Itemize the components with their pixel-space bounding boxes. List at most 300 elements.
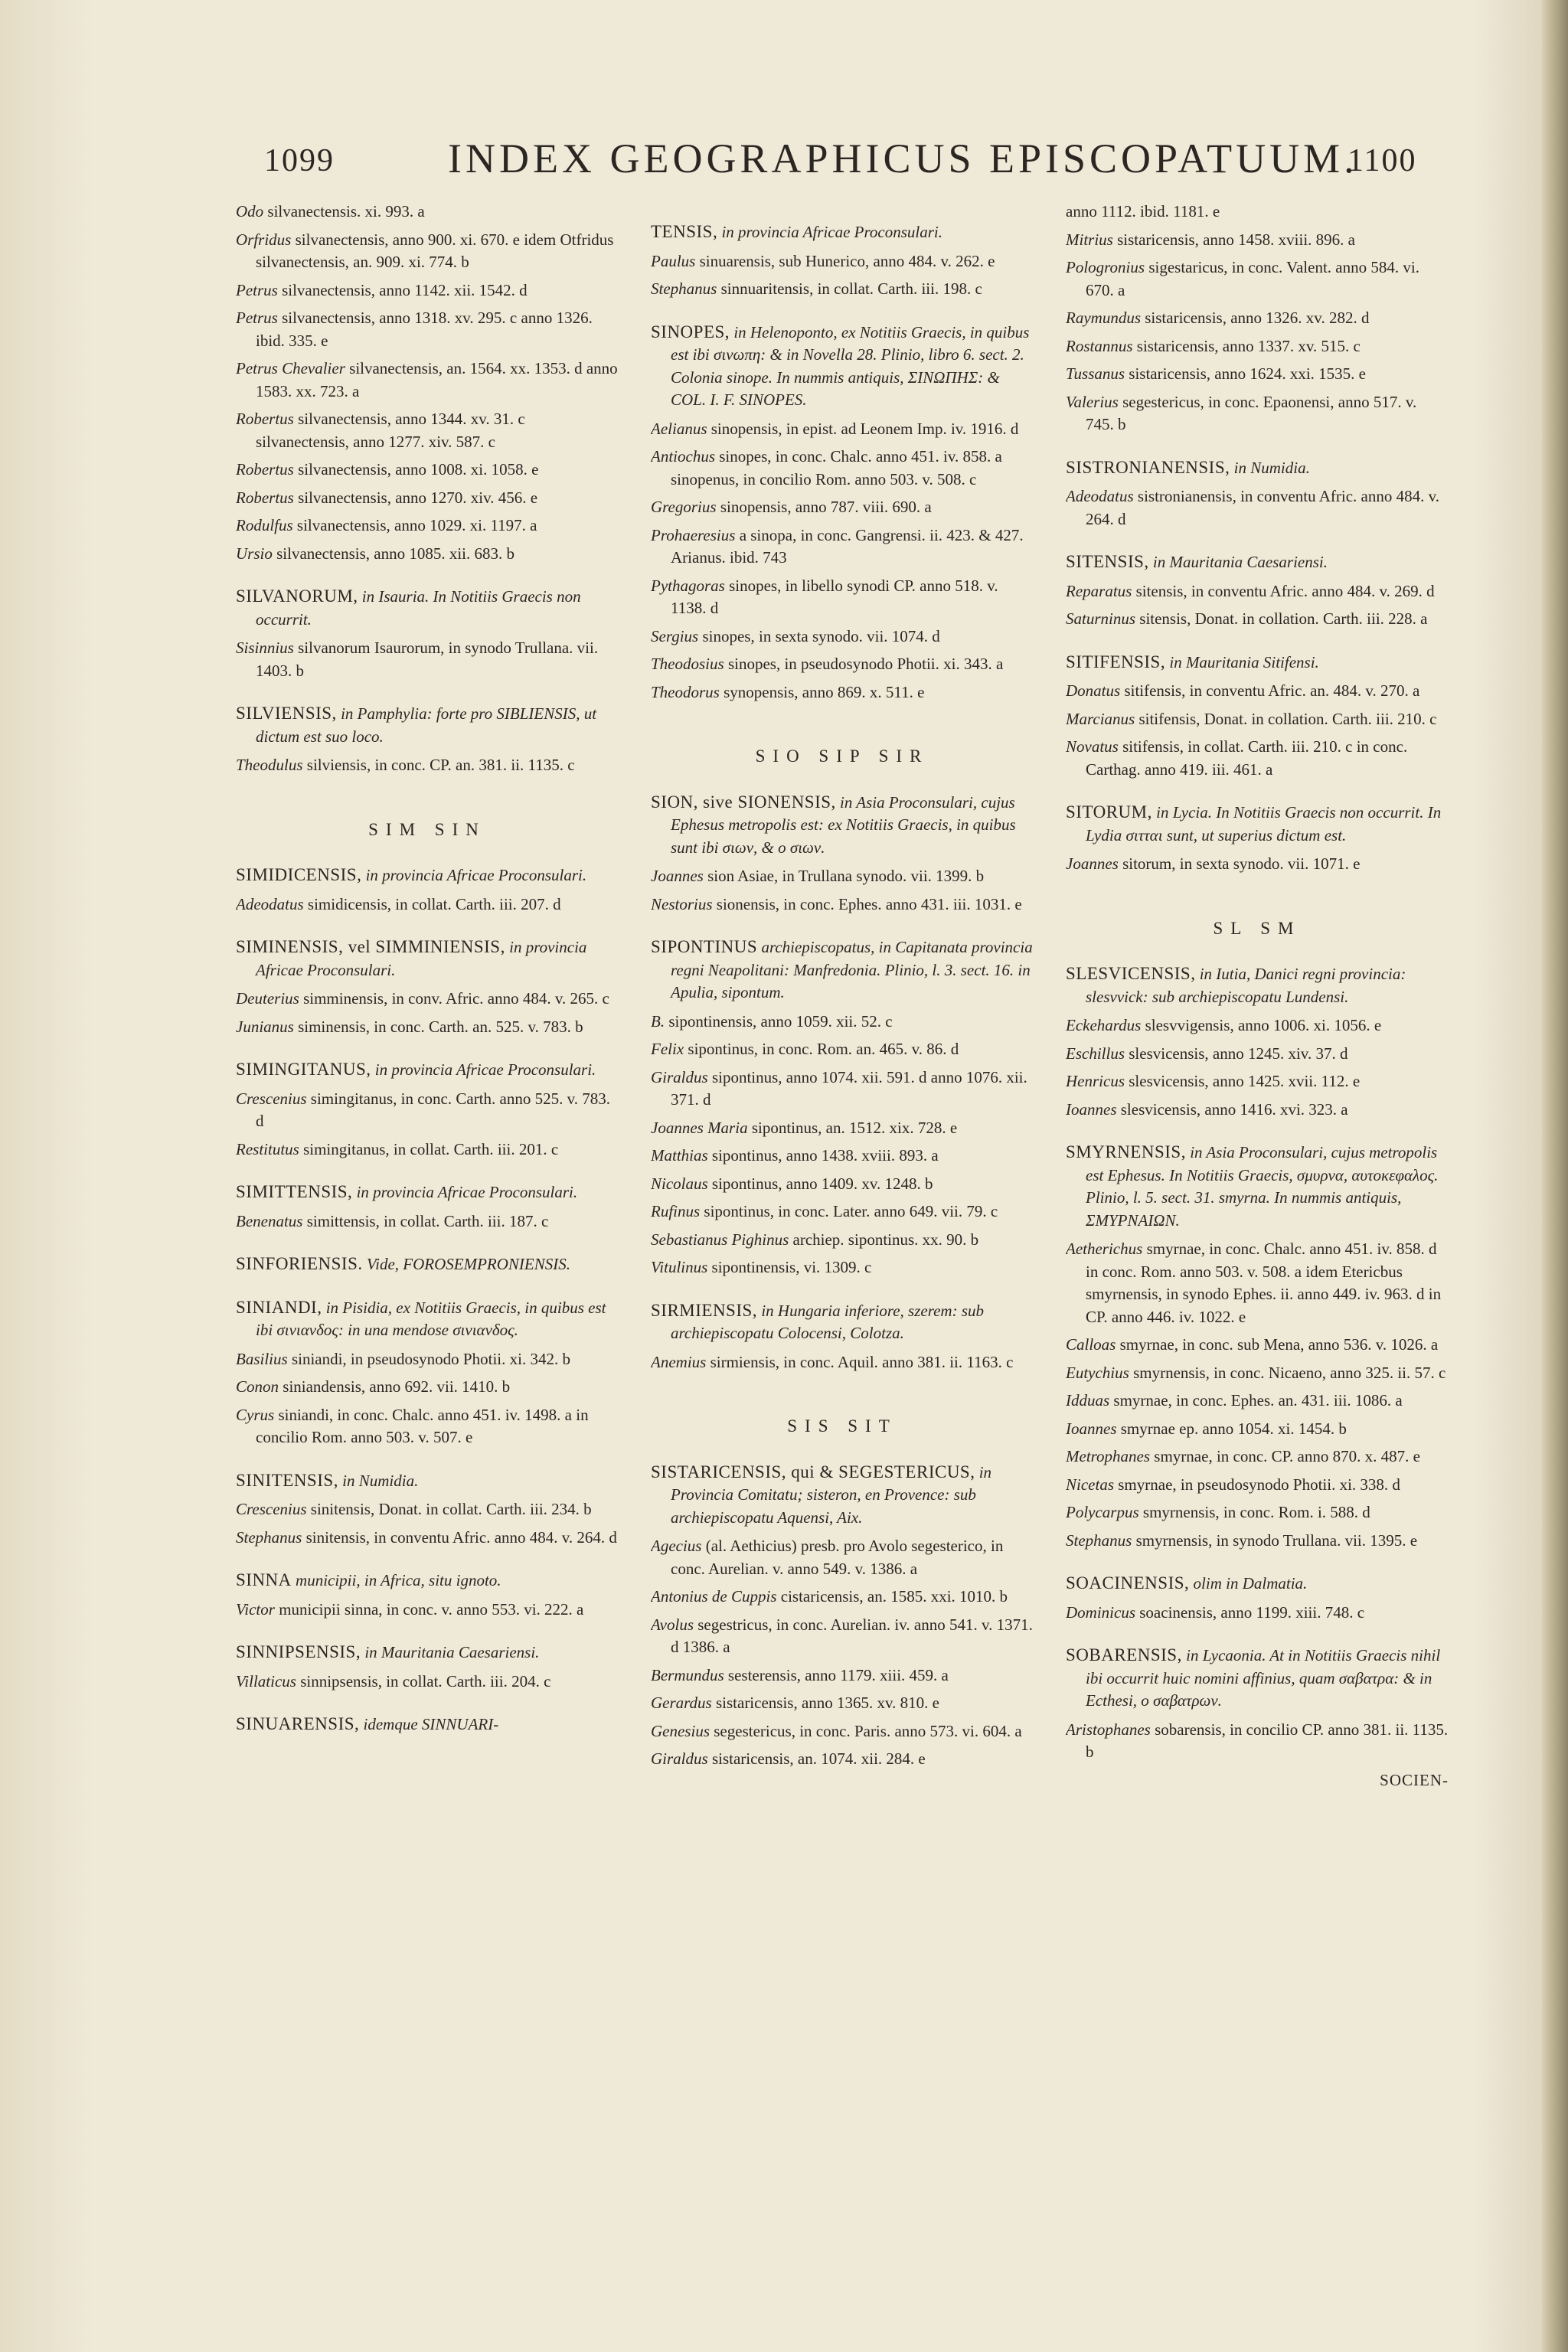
index-entry <box>651 893 1034 916</box>
text-column-middle <box>651 201 1034 2337</box>
entry-reference: sitorum, in sexta synodo. vii. 1071. e <box>1122 854 1361 873</box>
index-entry <box>1066 1043 1449 1066</box>
text-column-right <box>1066 201 1449 2337</box>
entry-reference: simminensis, in conv. Afric. anno 484. v. 265. c <box>303 989 609 1008</box>
see-description: in provincia Africae Proconsulari. <box>721 223 942 241</box>
entry-reference: sipontinus, anno 1438. xviii. 893. a <box>711 1146 939 1165</box>
entry-reference: slesvicensis, anno 1416. xvi. 323. a <box>1120 1099 1348 1119</box>
catchword: SOCIEN- <box>1380 1770 1449 1789</box>
see-name: SIPONTINUS <box>651 937 758 956</box>
see-heading <box>236 1181 619 1204</box>
see-heading <box>1066 456 1449 480</box>
entry-name: Ioannes <box>1066 1419 1117 1438</box>
see-name: SISTARICENSIS, qui & SEGESTERICUS, <box>651 1462 975 1481</box>
see-heading <box>236 1641 619 1664</box>
index-entry <box>236 1498 619 1521</box>
see-name: SITIFENSIS, <box>1066 652 1166 671</box>
entry-reference: synopensis, anno 869. x. 511. e <box>724 682 925 701</box>
index-entry <box>236 1376 619 1399</box>
index-entry <box>651 865 1034 888</box>
index-entry <box>651 575 1034 620</box>
entry-reference: sionensis, in conc. Ephes. anno 431. iii. 1031. e <box>716 894 1022 913</box>
entry-name: Saturninus <box>1066 609 1136 628</box>
entry-name: Joannes <box>1066 854 1119 873</box>
see-heading <box>236 585 619 631</box>
entry-name: Gregorius <box>651 498 717 516</box>
index-entry <box>651 1145 1034 1168</box>
entry-name: Robertus <box>236 488 294 507</box>
see-description: in Asia Proconsulari, cujus Ephesus metropolis est: ex Notitiis Graecis, in quibus sunt ibi σιων, & ο σιων. <box>671 792 1016 857</box>
entry-reference: silvanectensis, anno 1344. xv. 31. c silvanectensis, anno 1277. xiv. 587. c <box>256 410 525 451</box>
index-entry <box>1066 229 1449 252</box>
index-entry <box>1066 256 1449 302</box>
entry-name: Restitutus <box>236 1139 299 1158</box>
index-entry <box>236 408 619 453</box>
index-entry <box>651 1692 1034 1715</box>
index-entry <box>651 1664 1034 1687</box>
entry-reference: silvanectensis, anno 1029. xi. 1197. a <box>296 516 537 534</box>
see-description: in Asia Proconsulari, cujus metropolis est Ephesus. In Notitiis Graecis, σμυρνα, αυτοκεφαλος. Plinio, l. 5. sect. 31. smyrna. In nummis antiquis, ΣΜΥΡΝΑΙΩΝ. <box>1086 1143 1439 1230</box>
index-entry <box>236 637 619 682</box>
entry-reference: sinitensis, in conventu Afric. anno 484. v. 264. d <box>305 1527 617 1547</box>
see-heading <box>1066 962 1449 1008</box>
see-name: SOBARENSIS, <box>1066 1645 1182 1664</box>
entry-name: Victor <box>236 1599 275 1619</box>
see-heading <box>1066 801 1449 847</box>
index-entry <box>236 229 619 274</box>
index-entry <box>1066 1719 1449 1764</box>
entry-name: Antiochus <box>651 447 715 466</box>
entry-reference: smyrnensis, in conc. Rom. i. 588. d <box>1142 1503 1370 1521</box>
see-heading <box>1066 651 1449 675</box>
entry-name: Genesius <box>651 1721 710 1740</box>
entry-reference: simidicensis, in collat. Carth. iii. 207. d <box>307 894 561 913</box>
entry-name: Ioannes <box>1066 1099 1117 1119</box>
entry-name: Adeodatus <box>236 894 304 913</box>
entry-name: Robertus <box>236 410 294 428</box>
entry-name: Marcianus <box>1066 709 1135 728</box>
entry-reference: siminensis, in conc. Carth. an. 525. v. 783. b <box>298 1017 583 1036</box>
entry-name: Rufinus <box>651 1202 701 1220</box>
entry-reference: sobarensis, in concilio CP. anno 381. ii. 1135. b <box>1086 1720 1449 1761</box>
see-description: in Mauritania Sitifensi. <box>1169 652 1319 671</box>
see-heading <box>1066 1644 1449 1713</box>
index-entry <box>1066 485 1449 531</box>
see-description: in Numidia. <box>1233 458 1310 477</box>
left-page-number: 1099 <box>264 143 335 178</box>
index-entry <box>651 1614 1034 1659</box>
see-description: in Mauritania Caesariensi. <box>1152 553 1328 571</box>
entry-name: Theodorus <box>651 682 720 701</box>
entry-reference: smyrnensis, in conc. Nicaeno, anno 325. ii. 57. c <box>1133 1363 1446 1382</box>
entry-name: Odo <box>236 202 264 220</box>
index-entry <box>651 1200 1034 1223</box>
entry-reference: sipontinus, in conc. Later. anno 649. vii. 79. c <box>704 1202 998 1220</box>
index-entry <box>1066 1474 1449 1497</box>
see-heading <box>236 864 619 887</box>
entry-reference: silvanectensis, anno 1008. xi. 1058. e <box>298 460 539 479</box>
index-entry <box>651 1720 1034 1743</box>
entry-name: Cyrus <box>236 1405 275 1424</box>
entry-name: Avolus <box>651 1615 694 1634</box>
index-entry <box>651 626 1034 648</box>
section-divider: SL SM <box>1213 918 1302 938</box>
entry-reference: sistaricensis, an. 1074. xii. 284. e <box>711 1749 926 1768</box>
see-name: SILVANORUM, <box>236 586 358 606</box>
entry-reference: sitifensis, in collat. Carth. iii. 210. c in conc. Carthag. anno 419. iii. 461. a <box>1086 737 1408 779</box>
entry-name: Calloas <box>1066 1335 1116 1354</box>
entry-reference: smyrnae, in pseudosynodo Photii. xi. 338. d <box>1118 1475 1400 1494</box>
entry-name: Donatus <box>1066 681 1121 700</box>
entry-name: Tussanus <box>1066 364 1125 383</box>
index-entry <box>651 1011 1034 1034</box>
index-entry <box>651 1173 1034 1196</box>
entry-name: Metrophanes <box>1066 1447 1151 1465</box>
index-entry <box>651 1351 1034 1374</box>
entry-name: Anemius <box>651 1352 707 1371</box>
index-entry <box>236 1138 619 1161</box>
entry-reference: smyrnae ep. anno 1054. xi. 1454. b <box>1120 1419 1347 1438</box>
see-description: in Hungaria inferiore, szerem: sub archiepiscopatu Colocensi, Colotza. <box>671 1301 984 1342</box>
see-description: archiepiscopatus, in Capitanata provincia regni Neapolitani: Manfredonia. Plinio, l. 3. sect. 16. in Apulia, sipontum. <box>671 938 1033 1001</box>
see-description: in Pisidia, ex Notitiis Graecis, in quibus est ibi σινιανδος: in una mendose σινιανδος. <box>256 1298 606 1339</box>
index-entry <box>236 307 619 352</box>
see-description: in Iutia, Danici regni provincia: slesvvick: sub archiepiscopatu Lundensi. <box>1086 965 1406 1006</box>
index-entry <box>1066 1501 1449 1524</box>
entry-reference: slesvvigensis, anno 1006. xi. 1056. e <box>1145 1016 1382 1034</box>
entry-reference: sinnipsensis, in collat. Carth. iii. 204. c <box>300 1671 551 1690</box>
index-entry <box>651 524 1034 570</box>
index-entry <box>236 1404 619 1449</box>
text-column-left <box>236 201 619 2337</box>
entry-reference: silvanectensis. xi. 993. a <box>267 202 425 220</box>
index-entry <box>651 1748 1034 1771</box>
see-description: idemque SINNUARI- <box>363 1715 499 1733</box>
index-entry <box>236 487 619 510</box>
entry-reference: sitifensis, in conventu Afric. an. 484. v. 270. a <box>1124 681 1420 700</box>
see-name: SIMIDICENSIS, <box>236 865 362 884</box>
entry-name: Nicolaus <box>651 1174 708 1193</box>
entry-reference: sinopes, in sexta synodo. vii. 1074. d <box>702 626 940 645</box>
index-entry <box>236 893 619 916</box>
entry-name: Gerardus <box>651 1694 712 1712</box>
entry-reference: sirmiensis, in conc. Aquil. anno 381. ii. 1163. c <box>710 1352 1014 1371</box>
entry-name: Pologronius <box>1066 258 1145 276</box>
entry-name: Basilius <box>236 1349 288 1368</box>
entry-reference: segestericus, in conc. Epaonensi, anno 517. v. 745. b <box>1086 392 1417 433</box>
entry-name: Petrus Chevalier <box>236 359 345 377</box>
entry-name: Bermundus <box>651 1665 724 1684</box>
see-description: in provincia Africae Proconsulari. <box>365 866 587 884</box>
entry-reference: sipontinus, anno 1409. xv. 1248. b <box>711 1174 933 1193</box>
entry-reference: sistaricensis, anno 1624. xxi. 1535. e <box>1129 364 1367 383</box>
index-entry <box>1066 580 1449 603</box>
entry-reference: sistaricensis, anno 1365. xv. 810. e <box>715 1694 939 1712</box>
index-entry <box>236 1210 619 1233</box>
index-entry <box>651 1067 1034 1112</box>
entry-name: Raymundus <box>1066 309 1141 327</box>
entry-reference: simingitanus, in collat. Carth. iii. 201. c <box>303 1139 559 1158</box>
index-entry <box>651 418 1034 441</box>
index-entry <box>1066 1238 1449 1328</box>
entry-name: Polycarpus <box>1066 1503 1139 1521</box>
index-entry <box>236 1016 619 1039</box>
index-entry <box>1066 680 1449 703</box>
index-entry <box>651 1229 1034 1252</box>
entry-name: Prohaeresius <box>651 525 736 544</box>
index-entry <box>651 1586 1034 1609</box>
entry-name: Joannes <box>651 867 704 885</box>
index-entry <box>651 496 1034 519</box>
see-heading <box>1066 1141 1449 1232</box>
index-entry <box>236 459 619 482</box>
see-name: SIMINGITANUS, <box>236 1060 371 1079</box>
entry-name: Giraldus <box>651 1749 708 1768</box>
index-entry <box>236 543 619 566</box>
entry-name: Joannes Maria <box>651 1118 748 1137</box>
index-entry <box>1066 1334 1449 1357</box>
index-entry <box>1066 736 1449 781</box>
see-description: olim in Dalmatia. <box>1193 1574 1308 1592</box>
see-name: SINNIPSENSIS, <box>236 1642 361 1661</box>
entry-name: Felix <box>651 1040 684 1058</box>
entry-reference: sistaricensis, anno 1326. xv. 282. d <box>1145 309 1370 327</box>
see-name: SMYRNENSIS, <box>1066 1142 1186 1161</box>
entry-reference: sinopensis, in epist. ad Leonem Imp. iv. 1916. d <box>710 419 1019 438</box>
entry-name: Conon <box>236 1377 279 1396</box>
section-divider: SIO SIP SIR <box>755 746 929 766</box>
entry-reference: sinopes, in conc. Chalc. anno 451. iv. 858. a sinopenus, in concilio Rom. anno 503. v. 508. c <box>671 447 1002 488</box>
see-name: SIRMIENSIS, <box>651 1300 758 1320</box>
index-entry <box>1066 363 1449 386</box>
index-entry <box>1066 1070 1449 1093</box>
index-entry <box>236 988 619 1011</box>
index-entry <box>1066 708 1449 731</box>
index-entry <box>651 1117 1034 1140</box>
entry-name: Novatus <box>1066 737 1119 756</box>
entry-name: Petrus <box>236 309 278 327</box>
entry-reference: silviensis, in conc. CP. an. 381. ii. 1135. c <box>306 756 575 774</box>
see-description: Vide, FOROSEMPRONIENSIS. <box>366 1255 571 1273</box>
see-description: in Lycia. In Notitiis Graecis non occurrit. In Lydia σιτται sunt, ut superius dictum est. <box>1086 803 1442 844</box>
entry-reference: silvanectensis, anno 1318. xv. 295. c anno 1326. ibid. 335. e <box>256 309 593 350</box>
entry-name: Eutychius <box>1066 1363 1129 1382</box>
see-name: SION, sive SIONENSIS, <box>651 792 836 812</box>
see-description: municipii, in Africa, situ ignoto. <box>296 1571 501 1589</box>
entry-reference: siniandensis, anno 692. vii. 1410. b <box>283 1377 511 1396</box>
entry-reference: archiep. sipontinus. xx. 90. b <box>792 1230 979 1249</box>
entry-name: Aetherichus <box>1066 1240 1143 1258</box>
entry-reference: cistaricensis, an. 1585. xxi. 1010. b <box>780 1587 1008 1606</box>
see-name: SINUARENSIS, <box>236 1714 360 1733</box>
page-title: INDEX GEOGRAPHICUS EPISCOPATUUM. <box>448 136 1358 181</box>
entry-name: Agecius <box>651 1537 702 1555</box>
entry-name: Theodosius <box>651 655 724 673</box>
entry-name: Theodulus <box>236 756 303 774</box>
entry-reference: sitensis, Donat. in collation. Carth. iii. 228. a <box>1139 609 1428 628</box>
entry-name: Crescenius <box>236 1089 307 1108</box>
entry-name: Stephanus <box>236 1527 302 1547</box>
index-entry <box>1066 335 1449 358</box>
index-entry <box>236 1599 619 1622</box>
entry-reference: sinopes, in pseudosynodo Photii. xi. 343. a <box>727 655 1004 673</box>
index-entry <box>236 1348 619 1371</box>
page-binding-edge <box>1542 0 1568 2352</box>
entry-reference: silvanorum Isaurorum, in synodo Trullana. vii. 1403. b <box>256 639 599 680</box>
see-heading <box>651 220 1034 244</box>
see-heading <box>236 1469 619 1493</box>
entry-name: Sebastianus Pighinus <box>651 1230 789 1249</box>
see-heading <box>236 1253 619 1276</box>
see-heading <box>236 1569 619 1592</box>
entry-reference: slesvicensis, anno 1245. xiv. 37. d <box>1129 1044 1348 1063</box>
entry-reference: sipontinus, anno 1074. xii. 591. d anno 1076. xii. 371. d <box>671 1067 1027 1109</box>
index-entry <box>1066 853 1449 876</box>
entry-name: Adeodatus <box>1066 487 1134 505</box>
index-entry <box>1066 608 1449 631</box>
right-page-number: 1100 <box>1348 143 1417 178</box>
entry-name: Junianus <box>236 1017 294 1036</box>
entry-name: Aristophanes <box>1066 1720 1151 1739</box>
see-description: in Mauritania Caesariensi. <box>364 1643 540 1661</box>
entry-name: Mitrius <box>1066 230 1113 249</box>
entry-reference: sipontinensis, anno 1059. xii. 52. c <box>668 1011 893 1031</box>
entry-reference: sinitensis, Donat. in collat. Carth. iii. 234. b <box>310 1500 592 1518</box>
see-description: in provincia Africae Proconsulari. <box>356 1183 578 1201</box>
entry-reference: sipontinus, in conc. Rom. an. 465. v. 86. d <box>688 1040 959 1058</box>
see-description: in provincia Africae Proconsulari. <box>374 1060 596 1079</box>
index-entry <box>236 514 619 537</box>
entry-name: Paulus <box>651 251 696 270</box>
see-name: SITENSIS, <box>1066 552 1149 571</box>
entry-name: Matthias <box>651 1146 708 1165</box>
index-entry <box>1066 1099 1449 1122</box>
entry-reference: simingitanus, in conc. Carth. anno 525. v. 783. d <box>256 1089 610 1130</box>
index-entry <box>651 1038 1034 1061</box>
entry-name: Aelianus <box>651 419 707 438</box>
see-name: SILVIENSIS, <box>236 704 337 723</box>
entry-reference: smyrnae, in conc. sub Mena, anno 536. v. 1026. a <box>1119 1335 1439 1354</box>
see-description: in Lycaonia. At in Notitiis Graecis nihil ibi occurrit huic nomini affinius, quam σαβατρα: & in Ecthesi, ο σαβατρων. <box>1086 1646 1441 1710</box>
entry-name: Petrus <box>236 280 278 299</box>
entry-name: Eschillus <box>1066 1044 1125 1063</box>
entry-reference: segestericus, in conc. Paris. anno 573. vi. 604. a <box>714 1721 1022 1740</box>
entry-reference: smyrnensis, in synodo Trullana. vii. 1395. e <box>1135 1530 1418 1550</box>
entry-reference: segestricus, in conc. Aurelian. iv. anno 541. v. 1371. d 1386. a <box>671 1615 1033 1656</box>
entry-reference: sistaricensis, anno 1337. xv. 515. c <box>1136 336 1361 355</box>
entry-name: Henricus <box>1066 1072 1125 1090</box>
see-name: SLESVICENSIS, <box>1066 964 1196 983</box>
see-heading <box>651 321 1034 412</box>
entry-reference: municipii sinna, in conc. v. anno 553. vi. 222. a <box>279 1599 584 1619</box>
see-heading <box>236 1713 619 1736</box>
entry-name: B. <box>651 1011 665 1031</box>
entry-name: Robertus <box>236 460 294 479</box>
see-name: SINNA <box>236 1570 292 1589</box>
entry-reference: slesvicensis, anno 1425. xvii. 112. e <box>1129 1072 1361 1090</box>
entry-reference: smyrnae, in conc. CP. anno 870. x. 487. e <box>1154 1447 1420 1465</box>
entry-name: Idduas <box>1066 1391 1110 1410</box>
entry-name: Nestorius <box>651 894 713 913</box>
see-description: in Provincia Comitatu; sisteron, en Provence: sub archiepiscopatu Aquensi, Aix. <box>671 1462 992 1527</box>
index-entry <box>1066 1530 1449 1553</box>
entry-reference: silvanectensis, an. 1564. xx. 1353. d anno 1583. xx. 723. a <box>256 359 618 400</box>
see-name: TENSIS, <box>651 222 718 241</box>
index-entry <box>236 201 619 224</box>
index-entry <box>651 681 1034 704</box>
index-entry <box>651 446 1034 491</box>
entry-reference: sinuarensis, sub Hunerico, anno 484. v. 262. e <box>699 251 995 270</box>
entry-name: Crescenius <box>236 1500 307 1518</box>
index-entry <box>236 754 619 777</box>
see-description: in Isauria. In Notitiis Graecis non occurrit. <box>256 587 581 629</box>
entry-reference: sesterensis, anno 1179. xiii. 459. a <box>727 1665 949 1684</box>
entry-reference: anno 1112. ibid. 1181. e <box>1066 202 1220 220</box>
entry-name: Reparatus <box>1066 581 1132 600</box>
entry-reference: sinopes, in libello synodi CP. anno 518. v. 1138. d <box>671 576 998 617</box>
see-name: SIMITTENSIS, <box>236 1182 353 1201</box>
entry-name: Rostannus <box>1066 336 1133 355</box>
see-heading <box>236 936 619 982</box>
index-entry <box>1066 1446 1449 1468</box>
see-heading <box>651 1299 1034 1345</box>
see-heading <box>236 1296 619 1342</box>
index-entry <box>1066 1602 1449 1625</box>
index-entry <box>1066 201 1449 224</box>
index-entry <box>651 1535 1034 1580</box>
entry-name: Pythagoras <box>651 576 725 595</box>
see-name: SINIANDI, <box>236 1297 322 1317</box>
see-description: in Numidia. <box>342 1471 419 1490</box>
entry-reference: siniandi, in conc. Chalc. anno 451. iv. 1498. a in concilio Rom. anno 503. v. 507. e <box>256 1405 589 1446</box>
index-entry <box>236 279 619 302</box>
entry-reference: silvanectensis, anno 1270. xiv. 456. e <box>298 488 538 507</box>
see-description: in Helenoponto, ex Notitiis Graecis, in quibus est ibi σινωπη: & in Novella 28. Plinio, libro 6. sect. 2. Colonia sinope. In nummis antiquis, ΣΙΝΩΠΗΣ: & COL. I. F. SINOPES. <box>671 322 1030 409</box>
index-entry <box>1066 391 1449 436</box>
see-heading <box>651 791 1034 860</box>
entry-reference: smyrnae, in conc. Ephes. an. 431. iii. 1086. a <box>1113 1391 1403 1410</box>
entry-name: Deuterius <box>236 989 299 1008</box>
index-entry <box>236 1527 619 1550</box>
entry-reference: sitifensis, Donat. in collation. Carth. iii. 210. c <box>1138 709 1437 728</box>
entry-reference: sistronianensis, in conventu Afric. anno 484. v. 264. d <box>1086 487 1439 528</box>
section-divider: SIS SIT <box>787 1416 897 1436</box>
index-entry <box>1066 1014 1449 1037</box>
index-entry <box>1066 1362 1449 1385</box>
index-entry <box>1066 307 1449 330</box>
index-entry <box>236 1088 619 1133</box>
entry-name: Giraldus <box>651 1067 708 1086</box>
entry-reference: soacinensis, anno 1199. xiii. 748. c <box>1139 1602 1365 1622</box>
entry-name: Stephanus <box>651 279 717 298</box>
entry-reference: a sinopa, in conc. Gangrensi. ii. 423. & 427. Arianus. ibid. 743 <box>671 525 1024 567</box>
see-name: SISTRONIANENSIS, <box>1066 457 1230 477</box>
entry-reference: simittensis, in collat. Carth. iii. 187. c <box>306 1211 549 1230</box>
entry-name: Stephanus <box>1066 1530 1132 1550</box>
entry-name: Orfridus <box>236 230 292 249</box>
entry-reference: sipontinus, an. 1512. xix. 728. e <box>751 1118 958 1137</box>
see-name: SIMINENSIS, vel SIMMINIENSIS, <box>236 937 505 956</box>
see-heading <box>651 936 1034 1004</box>
index-entry <box>1066 1390 1449 1413</box>
see-description: in Pamphylia: forte pro SIBLIENSIS, ut dictum est suo loco. <box>256 704 597 746</box>
entry-reference: silvanectensis, anno 1142. xii. 1542. d <box>282 280 528 299</box>
entry-name: Vitulinus <box>651 1258 708 1276</box>
entry-reference: sion Asiae, in Trullana synodo. vii. 1399. b <box>707 867 985 885</box>
entry-name: Nicetas <box>1066 1475 1114 1494</box>
see-heading <box>651 1461 1034 1530</box>
entry-reference: sigestaricus, in conc. Valent. anno 584. vi. 670. a <box>1086 258 1419 299</box>
